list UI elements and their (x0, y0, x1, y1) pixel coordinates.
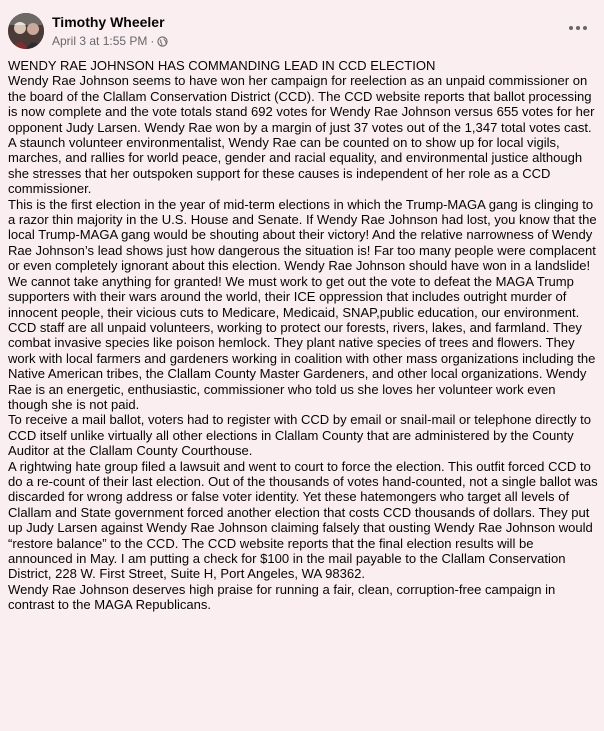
author-name[interactable]: Timothy Wheeler (52, 14, 165, 30)
avatar[interactable] (8, 13, 44, 49)
more-options-icon[interactable] (566, 19, 590, 37)
post-paragraph: CCD staff are all unpaid volunteers, working to protect our forests, rivers, lakes, and farmland. They combat invasive species like poison hemlock. They plant native species of trees and flowers. They work with local farmers and gardeners working in coalition with other mass organizations including the Native American tribes, the Clallam County Master Gardeners, and other local organizations. Wendy Rae is an energetic, enthusiastic, commissioner who told us she loves her volunteer work even though she is not paid. (8, 319, 596, 412)
post-headline: WENDY RAE JOHNSON HAS COMMANDING LEAD IN CCD ELECTION (8, 58, 436, 73)
post-header (8, 13, 596, 53)
post-timestamp[interactable]: April 3 at 1:55 PM (52, 34, 148, 48)
avatar-photo (8, 13, 44, 49)
meta-separator: · (150, 34, 155, 48)
post-paragraph: A rightwing hate group filed a lawsuit and went to court to force the election. This outfit forced CCD to do a re-count of their last election. Out of the thousands of votes hand-counted, not a single ballot was discarded for wrong address or false voter identity. Yet these hatemongers who target all levels of Clallam and State government forced another election that costs CCD thousands of dollars. They put up Judy Larsen against Wendy Rae Johnson claiming falsely that ousting Wendy Rae Johnson would “restore balance” to the CCD. The CCD website reports that the final election results will be announced in May. I am putting a check for $100 in the mail payable to the Clallam Conservation District, 228 W. First Street, Suite H, Port Angeles, WA 98362. (8, 458, 598, 582)
post-body (8, 58, 598, 613)
post-paragraph: To receive a mail ballot, voters had to register with CCD by email or snail-mail or telephone directly to CCD itself unlike virtually all other elections in Clallam County that are administered by the County Auditor at the Clallam County Courthouse. (8, 412, 592, 459)
post-paragraph: This is the first election in the year of mid-term elections in which the Trump-MAGA gang is clinging to a razor thin majority in the U.S. House and Senate. If Wendy Rae Johnson had lost, you know that the local Trump-MAGA gang would be shouting about their victory! And the relative narrowness of Wendy Rae Johnson’s lead shows just how dangerous the situation is! Far too many people were complacent or even completely ignorant about this election. Wendy Rae Johnson should have won in a landslide! We cannot take anything for granted! We must work to get out the vote to defeat the MAGA Trump supporters with their wars around the world, their ICE oppression that includes outright murder of innocent people, their vicious cuts to Medicare, Medicaid, SNAP,public education, our environment. (8, 196, 597, 320)
post-paragraph: Wendy Rae Johnson deserves high praise for running a fair, clean, corruption-free campaign in contrast to the MAGA Republicans. (8, 581, 556, 613)
post-meta (52, 34, 168, 48)
post-paragraph: Wendy Rae Johnson seems to have won her campaign for reelection as an unpaid commissioner on the board of the Clallam Conservation District (CCD). The CCD website reports that ballot processing is now complete and the vote totals stand 692 votes for Wendy Rae Johnson versus 655 votes for her opponent Judy Larsen. Wendy Rae won by a margin of just 37 votes out of the 1,347 total votes cast. A staunch volunteer environmentalist, Wendy Rae can be counted on to show up for local vigils, marches, and rallies for world peace, gender and racial equality, and environmental justice although she stresses that her outspoken support for these causes is independent of her role as a CCD commissioner. (8, 73, 595, 197)
globe-icon[interactable] (157, 36, 168, 47)
